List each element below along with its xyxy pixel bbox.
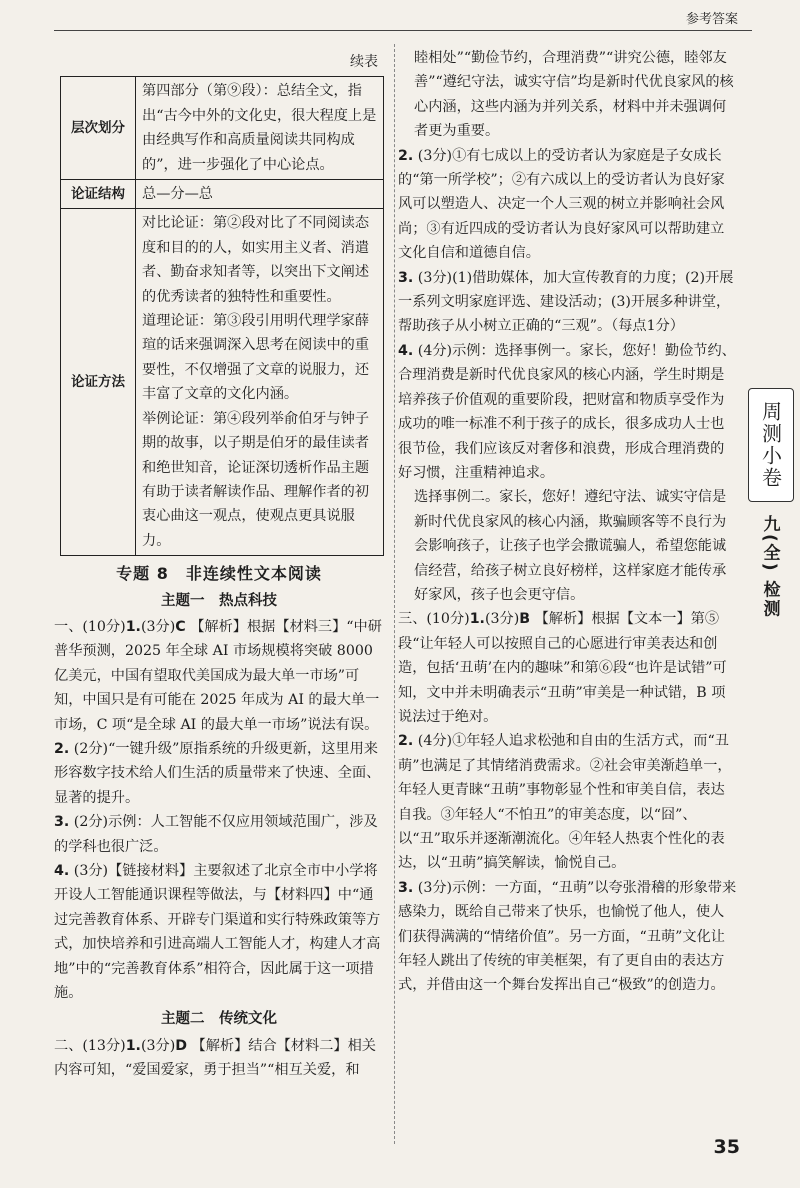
row-text: 总—分—总 [142, 186, 213, 203]
row-head: 论证结构 [61, 180, 136, 209]
row-content [136, 77, 384, 180]
side-tab-label: 周测小卷 [758, 401, 783, 489]
table-row [61, 180, 384, 209]
row-text: 举例论证：第④段列举俞伯牙与钟子期的故事，以子期是伯牙的最佳读者和绝世知音，论证深切透析作品主题有助于读者解读作品、理解作者的初衷心曲这一观点，使观点更具说服力。 [142, 410, 370, 549]
question-item: 4. (4分)示例：选择事例一。家长，您好！勤俭节约、合理消费是新时代优良家风的核心内涵，学生时期是培养孩子价值观的重要阶段，把财富和物质享受作为成功的唯一标准不利于孩子的成长，很多成功人士也很节俭，我们应该反对奢侈和浪费，形成合理消费的好习惯，注重精神追求。 [398, 342, 736, 481]
question-item: 一、(10分)1.(3分)C 【解析】根据【材料三】“中研普华预测，2025 年全球 AI 市场规模将突破 8000 亿美元，中国有望取代美国成为最大单一市场”可知，中国只是有可能在 2025 年成为 AI 的最大单一市场，C 项“是全球 AI 的最大单一市场”说法有误。 [54, 618, 382, 733]
question-item: 3. (2分)示例：人工智能不仅应用领域范围广，涉及的学科也很广泛。 [54, 814, 378, 855]
row-content [136, 180, 384, 209]
question-item: 3. (3分)(1)借助媒体，加大宣传教育的力度；(2)开展一系列文明家庭评选、建设活动；(3)开展多种讲堂，帮助孩子从小树立正确的“三观”。（每点1分） [398, 269, 734, 335]
row-content [136, 209, 384, 556]
row-text: 第四部分（第⑨段）：总结全文，指出“古今中外的文化史，很大程度上是由经典写作和高质量阅读共同构成的”，进一步强化了中心论点。 [142, 83, 377, 173]
section-title: 专题 8 非连续性文本阅读 [116, 564, 322, 584]
page-number: 35 [713, 1136, 740, 1158]
right-column [398, 46, 738, 998]
question-item-extra: 选择事例二。家长，您好！遵纪守法、诚实守信是新时代优良家风的核心内涵，欺骗顾客等不良行为会影响孩子，让孩子也学会撒谎骗人，希望您能诚信经营，给孩子树立良好榜样，这样家庭才能传承好家风，孩子也会更守信。 [414, 489, 727, 603]
question-item: 2. (4分)①年轻人追求松弛和自由的生活方式，而“丑萌”也满足了其情绪消费需求。②社会审美渐趋单一，年轻人更青睐“丑萌”事物彰显个性和审美自信，表达自我。③年轻人“不怕丑”的审美态度，以“囧”、以“丑”取乐并逐渐潮流化。④年轻人热衷个性化的表达，以“丑萌”搞笑解读，愉悦自己。 [398, 733, 732, 872]
left-column [54, 50, 384, 1083]
theme-title: 主题一 热点科技 [161, 592, 277, 609]
header-rule [54, 30, 752, 31]
table-row [61, 77, 384, 180]
row-text: 道理论证：第③段引用明代理学家薛瑄的话来强调深入思考在阅读中的重要性，不仅增强了文章的说服力，还丰富了文章的文化内涵。 [142, 313, 370, 403]
header-label: 参考答案 [685, 12, 738, 27]
question-item: 三、(10分)1.(3分)B 【解析】根据【文本一】第⑤段“让年轻人可以按照自己的心愿进行审美表达和创造，包括‘丑萌’在内的趣味”和第⑥段“也许是试错”可知，文中并未明确表示“丑萌”审美是一种试错，B 项说法过于绝对。 [398, 611, 727, 725]
theme-title: 主题二 传统文化 [161, 1011, 277, 1028]
question-continuation: 睦相处”“勤俭节约，合理消费”“讲究公德，睦邻友善”“遵纪守法，诚实守信”均是新时代优良家风的核心内涵，这些内涵为并列关系，材料中并未强调何者更为重要。 [414, 50, 734, 140]
question-item: 二、(13分)1.(3分)D 【解析】结合【材料二】相关内容可知，“爱国爱家，勇于担当”“相互关爱，和 [54, 1037, 376, 1079]
row-text: 对比论证：第②段对比了不同阅读态度和目的的人，如实用主义者、消遣者、勤奋求知者等，以突出下文阐述的优秀读者的独特性和重要性。 [142, 215, 370, 305]
table-row [61, 209, 384, 556]
question-item: 3. (3分)示例：一方面，“丑萌”以夸张滑稽的形象带来感染力，既给自己带来了快乐，也愉悦了他人，使人们获得满满的“情绪价值”。另一方面，“丑萌”文化让年轻人跳出了传统的审美框架，有了更自由的表达方式，并借由这一个舞台发挥出自己“极致”的创造力。 [398, 879, 737, 994]
analysis-table [60, 76, 384, 556]
question-item: 2. (2分)“一键升级”原指系统的升级更新，这里用来形容数字技术给人们生活的质量带来了快速、全面、显著的提升。 [54, 740, 381, 806]
row-head: 论证方法 [61, 209, 136, 556]
column-divider [394, 44, 395, 1144]
side-strip [750, 512, 790, 622]
row-head: 层次划分 [61, 77, 136, 180]
question-item: 4. (3分)【链接材料】主要叙述了北京全市中小学将开设人工智能通识课程等做法，与【材料四】中“通过完善教育体系、开辟专门渠道和实行特殊政策等方式，加快培养和引进高端人工智能人才，构建人才高地”中的“完善教育体系”相符合，因此属于这一项措施。 [54, 863, 381, 1002]
question-item: 2. (3分)①有七成以上的受访者认为家庭是子女成长的“第一所学校”；②有六成以上的受访者认为良好家风可以塑造人、决定一个人三观的树立并影响社会风尚；③有近四成的受访者认为良好家风可以帮助建立文化自信和道德自信。 [398, 147, 725, 262]
side-strip-label: 九(全) 检测 [759, 515, 780, 619]
table-continue-label: 续表 [350, 54, 378, 70]
side-tab [748, 388, 794, 502]
